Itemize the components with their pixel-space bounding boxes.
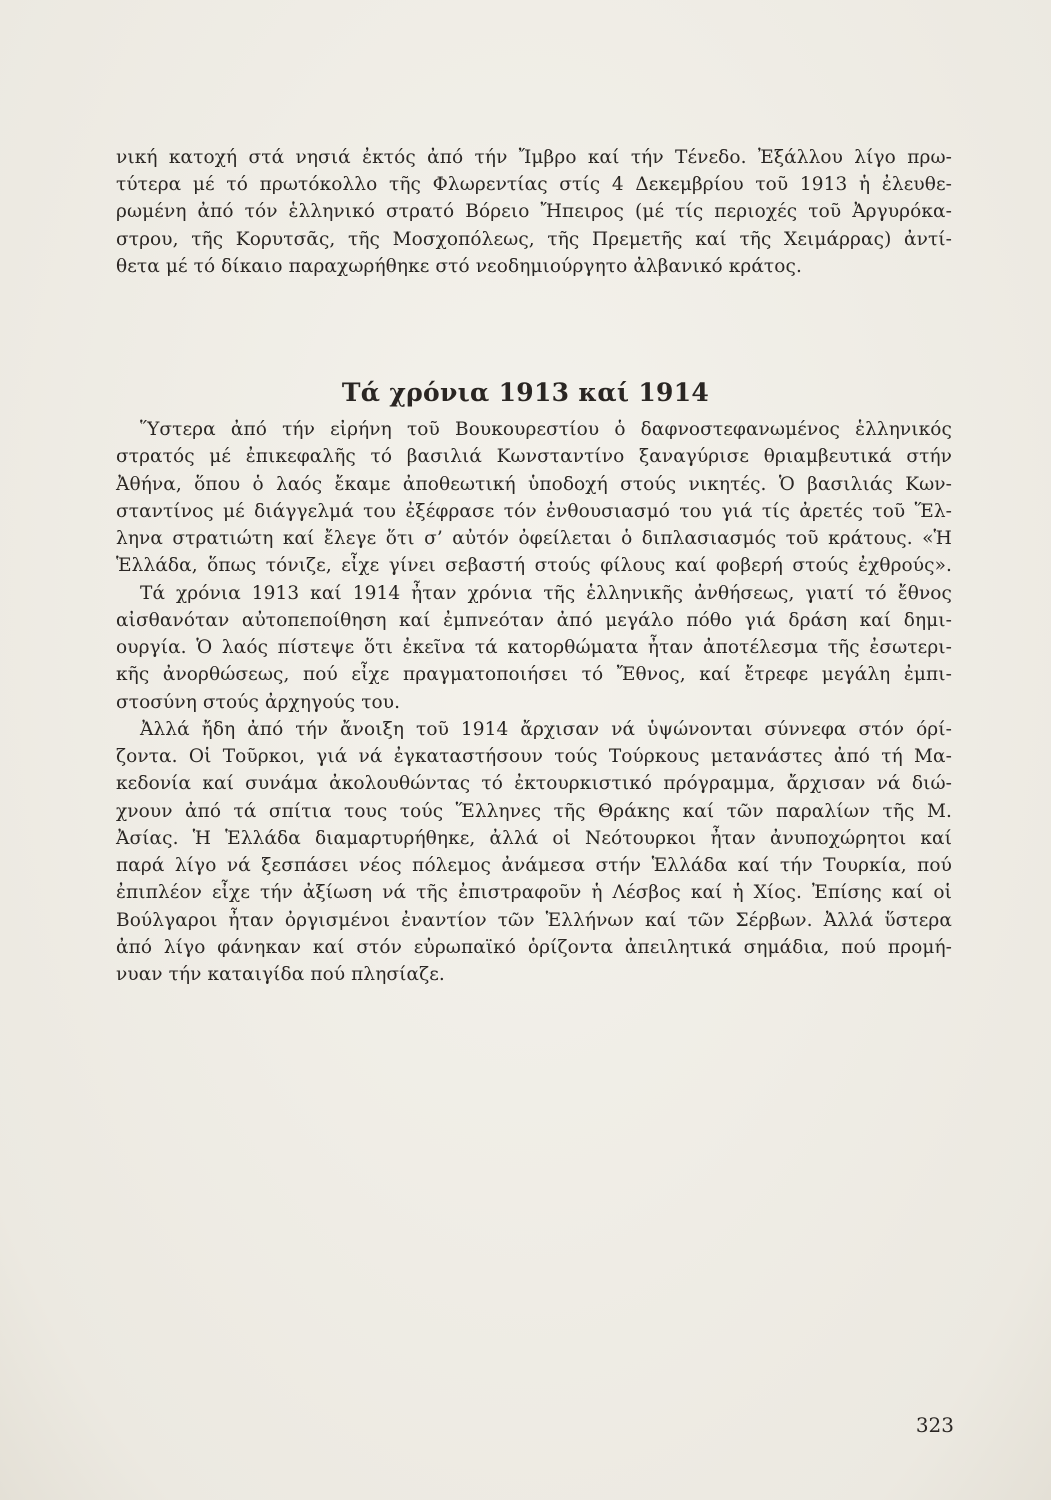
text-line: χνουν ἀπό τά σπίτια τους τούς Ἕλληνες τῆς Θράκης καί τῶν παραλίων τῆς Μ.	[116, 801, 952, 822]
text-line: ζοντα. Οἱ Τοῦρκοι, γιά νά ἐγκαταστήσουν τούς Τούρκους μετανάστες ἀπό τή Μα-	[116, 746, 952, 767]
text-line: σταντίνος μέ διάγγελμά του ἐξέφρασε τόν ἐνθουσιασμό του γιά τίς ἀρετές τοῦ Ἕλ-	[116, 501, 952, 522]
text-line: τύτερα μέ τό πρωτόκολλο τῆς Φλωρεντίας στίς 4 Δεκεμβρίου τοῦ 1913 ἡ ἐλευθε-	[116, 174, 952, 195]
text-line: ρωμένη ἀπό τόν ἑλληνικό στρατό Βόρειο Ἤπειρος (μέ τίς περιοχές τοῦ Ἀργυρόκα-	[116, 201, 952, 222]
section-title: Τά χρόνια 1913 καί 1914	[341, 378, 710, 407]
text-line: Ἑλλάδα, ὅπως τόνιζε, εἶχε γίνει σεβαστή στούς φίλους καί φοβερή στούς ἐχθρούς».	[116, 555, 952, 576]
text-line: Ἀθήνα, ὅπου ὁ λαός ἔκαμε ἀποθεωτική ὑποδοχή στούς νικητές. Ὁ βασιλιάς Κων-	[116, 474, 952, 495]
text-line: ουργία. Ὁ λαός πίστεψε ὅτι ἐκεῖνα τά κατορθώματα ἦταν ἀποτέλεσμα τῆς ἐσωτερι-	[116, 637, 952, 658]
text-line: αἰσθανόταν αὐτοπεποίθηση καί ἐμπνεόταν ἀπό μεγάλο πόθο γιά δράση καί δημι-	[116, 610, 952, 631]
text-line: νική κατοχή στά νησιά ἐκτός ἀπό τήν Ἴμβρο καί τήν Τένεδο. Ἐξάλλου λίγο πρω-	[116, 147, 952, 168]
text-line: στρατός μέ ἐπικεφαλῆς τό βασιλιά Κωνσταντίνο ξαναγύρισε θριαμβευτικά στήν	[116, 446, 952, 467]
text-line: Βούλγαροι ἦταν ὀργισμένοι ἐναντίον τῶν Ἑλλήνων καί τῶν Σέρβων. Ἀλλά ὕστερα	[116, 910, 952, 931]
text-line: Ἀλλά ἤδη ἀπό τήν ἄνοιξη τοῦ 1914 ἄρχισαν νά ὑψώνονται σύννεφα στόν όρί-	[140, 719, 952, 740]
text-line: κῆς ἀνορθώσεως, πού εἶχε πραγματοποιήσει τό Ἔθνος, καί ἔτρεφε μεγάλη ἐμπι-	[116, 664, 952, 685]
text-line: ἀπό λίγο φάνηκαν καί στόν εὐρωπαϊκό ὁρίζοντα ἀπειλητικά σημάδια, πού προμή-	[116, 937, 952, 958]
text-line: κεδονία καί συνάμα ἀκολουθώντας τό ἐκτουρκιστικό πρόγραμμα, ἄρχισαν νά διώ-	[116, 773, 952, 794]
text-line: Ὕστερα ἀπό τήν εἰρήνη τοῦ Βουκουρεστίου ὁ δαφνοστεφανωμένος ἑλληνικός	[140, 419, 952, 440]
text-line: στοσύνη στούς ἀρχηγούς του.	[116, 692, 401, 713]
text-line: θετα μέ τό δίκαιο παραχωρήθηκε στό νεοδημιούργητο ἀλβανικό κράτος.	[116, 256, 802, 277]
text-line: ἐπιπλέον εἶχε τήν ἀξίωση νά τῆς ἐπιστραφοῦν ἡ Λέσβος καί ἡ Χίος. Ἐπίσης καί οἱ	[116, 882, 952, 903]
page-number: 323	[915, 1413, 954, 1437]
text-line: νυαν τήν καταιγίδα πού πλησίαζε.	[116, 964, 445, 985]
text-line: παρά λίγο νά ξεσπάσει νέος πόλεμος ἀνάμεσα στήν Ἑλλάδα καί τήν Τουρκία, πού	[116, 855, 952, 876]
text-line: Ἀσίας. Ἡ Ἑλλάδα διαμαρτυρήθηκε, ἀλλά οἱ Νεότουρκοι ἦταν ἀνυποχώρητοι καί	[116, 828, 952, 849]
text-line: Τά χρόνια 1913 καί 1914 ἦταν χρόνια τῆς ἑλληνικῆς ἀνθήσεως, γιατί τό ἔθνος	[140, 583, 952, 604]
text-line: ληνα στρατιώτη καί ἔλεγε ὅτι σ’ αὐτόν ὀφείλεται ὁ διπλασιασμός τοῦ κράτους. «Ἡ	[116, 528, 952, 549]
text-line: στρου, τῆς Κορυτσᾶς, τῆς Μοσχοπόλεως, τῆς Πρεμετῆς καί τῆς Χειμάρρας) ἀντί-	[116, 229, 952, 250]
